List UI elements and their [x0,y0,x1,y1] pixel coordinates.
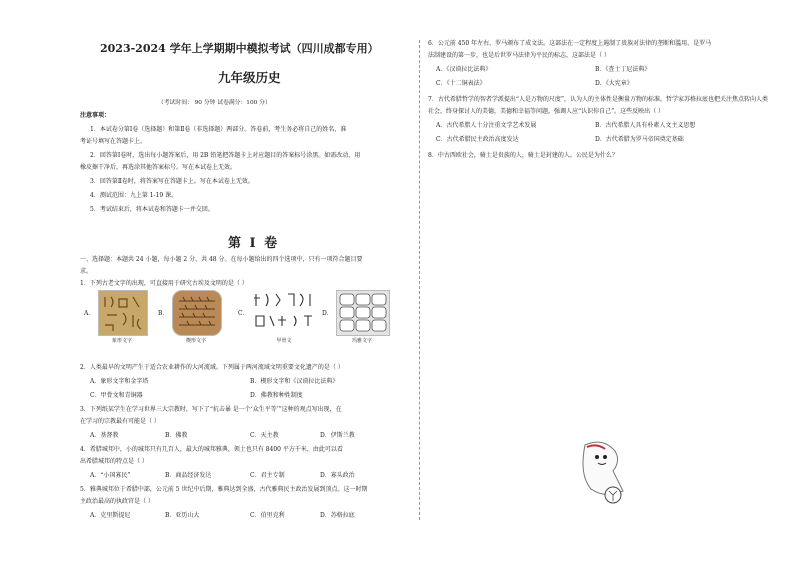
exam-title: 2023-2024 学年上学期期中模拟考试（四川成都专用） [100,42,379,55]
q3-option-c: C．天主教 [250,432,279,439]
column-divider [419,40,421,520]
q6-option-c: C．《十二铜表法》 [436,80,486,87]
q1-image-row [80,288,415,358]
q6-option-d: D．《大宪章》 [595,80,633,87]
note-line: 3．回答第Ⅱ卷时，将答案写在答题卡上。写在本试卷上无效。 [90,178,254,185]
note-line: 1．本试卷分第Ⅰ卷（选择题）和第Ⅱ卷（非选择题）两部分。答卷前，考生务必将自己的姓名、准 [90,126,347,133]
q6-option-a: A．《汉谟拉比法典》 [436,66,492,73]
q1-option-label: C． [238,310,249,317]
q1-option-label: B． [158,310,169,317]
q5-option-b: B．亚历山大 [165,512,200,519]
q3-option-b: B．佛教 [165,432,188,439]
q2-option-c: C．甲骨文和青铜器 [90,392,143,399]
maya-glyphs-image [336,290,390,336]
note-line: 2．回答第Ⅰ卷时，选出每小题答案后，用 2B 铅笔把答题卡上对应题目的答案标号涂黑。如需改动，用 [90,152,361,159]
question-8: 8．中古西欧社会，骑士是贵族的人，骑士是封建的人。公民是为什么？ [428,152,618,159]
notes-heading: 注意事项： [80,112,111,119]
q4-option-b: B．商品经济发达 [165,472,212,479]
q4-option-d: D．寡头政治 [320,472,355,479]
oracle-bone-script-image [252,290,316,334]
question-4: 4．希腊城邦中，小的城邦只有几百人，最大的城邦雅典，领土也只有 8400 平方千米，由此可以看 [80,446,343,453]
question-7-cont: 社会，终身探讨人的美德，美德和幸福等问题，强调人应“认识你自己”。这些反映出（ ） [428,108,665,115]
q1-caption: 象形文字 [111,338,132,344]
question-1: 1．下列古老文字的出现，可直接用于研究古埃及文明的是（ ） [80,280,248,287]
exam-meta: （考试时间： 90 分钟 试卷满分：100 分） [158,100,271,106]
question-7: 7．古代希腊哲学的智者学派提出“人是万物的尺度”，认为人的主体性是衡量万物的标准。哲学家苏格拉底也把关注焦点转向人类 [428,96,768,103]
q5-option-d: D．苏格拉底 [320,512,355,519]
question-5-cont: 主政治最高的执政官是（ ） [80,498,154,505]
q4-option-a: A．“小国寡民” [90,472,131,479]
q7-option-d: D．古代希腊为罗马帝国奠定基础 [595,136,684,143]
question-3-cont: 在学习的宗教最有可能是（ ） [80,418,160,425]
question-3: 3．下列纸某学生在学习世界三大宗教时，写下了“抗击暴 是一个‘众生平等’”这种的观点写出现，在 [80,406,342,413]
note-line: 橡皮擦干净后，再选涂其他答案标号。写在本试卷上无效。 [80,164,237,171]
q1-option-label: D． [322,310,333,317]
q3-option-d: D．伊斯兰教 [320,432,355,439]
note-line: 5．考试结束后，将本试卷和答题卡一并交回。 [90,206,214,213]
note-line: 考证号填写在答题卡上。 [80,138,147,145]
question-6: 6．公元前 450 年左右，罗马颁布了成文法。这部法在一定程度上遏制了贵族对法律的垄断和滥用，是罗马 [428,40,712,47]
q1-caption: 楔形文字 [185,338,206,344]
cuneiform-tablet-image [172,290,222,336]
question-6-cont: 法制建设的第一步，也是后世罗马法律为平民的标志，这部法是（ ） [428,52,610,59]
q1-caption: 甲骨文 [276,338,292,344]
section-title: 第 Ⅰ 卷 [228,236,280,251]
q4-option-c: C．君主专制 [250,472,285,479]
q2-option-b: B．楔形文字和《汉谟拉比法典》 [250,378,339,385]
subject-title: 九年级历史 [218,70,281,85]
q5-option-a: A．克里斯提尼 [90,512,131,519]
section-instruction: 求。 [80,268,93,275]
question-2: 2．人类最早的文明产生于适合农业耕作的大河流域。下列属于两河流域文明重要文化遗产的是（ ） [80,364,344,371]
q3-option-a: A．基督教 [90,432,119,439]
q5-option-c: C．伯里克利 [250,512,285,519]
q7-option-c: C．古代希腊民主政治高度发达 [436,136,519,143]
question-4-cont: 出希腊城邦的特点是（ ） [80,458,148,465]
section-instruction: 一、选择题：本题共 24 小题，每小题 2 分，共 48 分。在每小题给出的四个选项中，只有一项符合题目要 [80,256,363,263]
q6-option-b: B．《查士丁尼法典》 [595,66,651,73]
q7-option-b: B．古代希腊人具有朴素人文主义思想 [595,122,696,129]
q1-caption: 玛雅文字 [351,338,372,344]
note-line: 4．测试范围：九上第 1-19 课。 [90,192,178,199]
q2-option-d: D．佛教和种姓制度 [250,392,303,399]
question-5: 5．雅典城邦位于希腊中部，公元前 5 世纪中后期，雅典达到全盛，古代雅典民主政治发展到顶点。这一时期 [80,486,368,493]
q1-option-label: A． [84,310,95,317]
q7-option-a: A．古代希腊人十分注重文学艺术发展 [436,122,537,129]
q2-option-a: A．象形文字和金字塔 [90,378,149,385]
hieroglyph-image [98,290,148,336]
mascot-image [565,437,637,509]
